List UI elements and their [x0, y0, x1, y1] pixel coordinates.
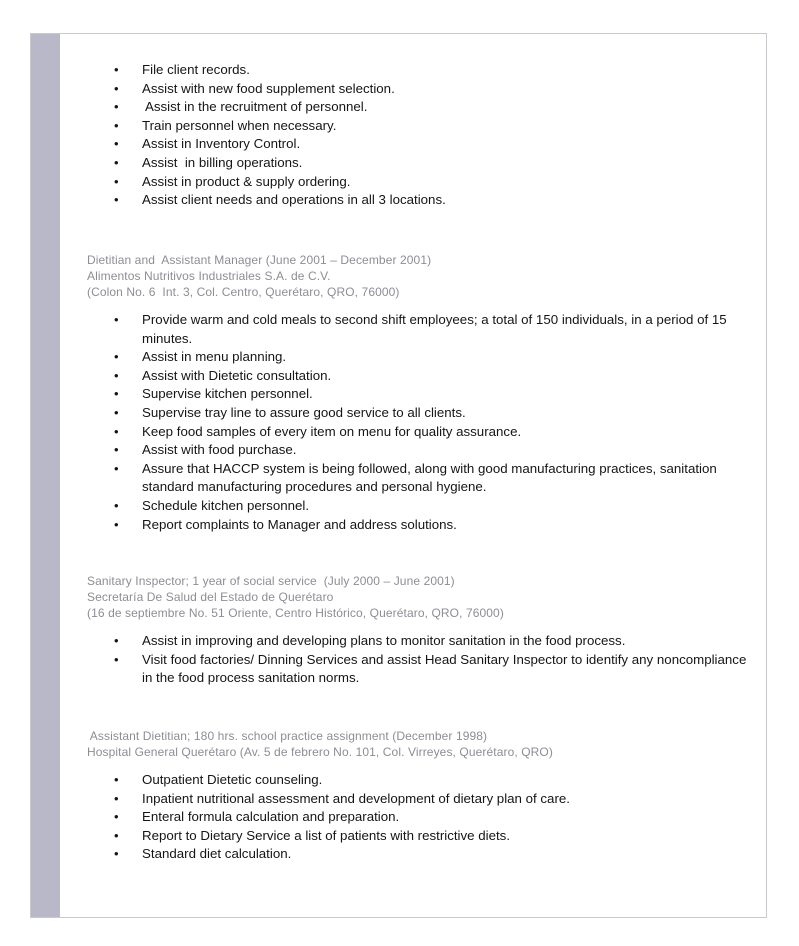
duty-item: • File client records. — [87, 61, 750, 80]
duty-item: • Supervise kitchen personnel. — [87, 385, 750, 404]
job-title: Dietitian and Assistant Manager (June 2001 – December 2001) — [87, 253, 432, 267]
duty-item: • Assist in improving and developing plans to monitor sanitation in the food process. — [87, 632, 750, 651]
duty-item: • Supervise tray line to assure good service to all clients. — [87, 404, 750, 423]
duty-list — [87, 771, 750, 864]
duty-item: • Outpatient Dietetic counseling. — [87, 771, 750, 790]
duty-item: • Standard diet calculation. — [87, 845, 750, 864]
duty-item: • Enteral formula calculation and preparation. — [87, 808, 750, 827]
job-employer: Secretaría De Salud del Estado de Querétaro — [87, 590, 334, 604]
job-section-continued — [87, 61, 750, 210]
duty-item: • Assure that HACCP system is being followed, along with good manufacturing practices, sanitation standard manufacturing procedures and personal hygiene. — [87, 460, 750, 497]
duty-list — [87, 632, 750, 688]
duty-item: • Keep food samples of every item on menu for quality assurance. — [87, 423, 750, 442]
duty-item: • Assist in the recruitment of personnel. — [87, 98, 750, 117]
duty-list — [87, 311, 750, 534]
duty-item: • Assist with Dietetic consultation. — [87, 367, 750, 386]
duty-item: • Train personnel when necessary. — [87, 117, 750, 136]
job-section-sanitary-inspector — [87, 573, 750, 688]
page-margin-bar — [31, 34, 60, 917]
job-header — [87, 252, 750, 300]
duty-item: • Assist with new food supplement selection. — [87, 80, 750, 99]
duty-item: • Assist in billing operations. — [87, 154, 750, 173]
job-employer: Hospital General Querétaro (Av. 5 de febrero No. 101, Col. Virreyes, Querétaro, QRO) — [87, 745, 553, 759]
job-header — [87, 728, 750, 760]
duty-item: • Provide warm and cold meals to second shift employees; a total of 150 individuals, in a period of 15 minutes. — [87, 311, 750, 348]
duty-item: • Assist client needs and operations in all 3 locations. — [87, 191, 750, 210]
duty-item: • Assist in Inventory Control. — [87, 135, 750, 154]
duty-item: • Report complaints to Manager and address solutions. — [87, 516, 750, 535]
duty-item: • Assist in menu planning. — [87, 348, 750, 367]
job-title: Assistant Dietitian; 180 hrs. school practice assignment (December 1998) — [87, 729, 488, 743]
job-address: (16 de septiembre No. 51 Oriente, Centro Histórico, Querétaro, QRO, 76000) — [87, 606, 504, 620]
duty-item: • Schedule kitchen personnel. — [87, 497, 750, 516]
duty-item: • Assist with food purchase. — [87, 441, 750, 460]
duty-item: • Inpatient nutritional assessment and development of dietary plan of care. — [87, 790, 750, 809]
duty-item: • Visit food factories/ Dinning Services and assist Head Sanitary Inspector to identify any noncompliance in the food process sanitation norms. — [87, 651, 750, 688]
job-section-dietitian-assistant-manager — [87, 252, 750, 534]
duty-item: • Assist in product & supply ordering. — [87, 173, 750, 192]
duty-list — [87, 61, 750, 210]
duty-item: • Report to Dietary Service a list of patients with restrictive diets. — [87, 827, 750, 846]
job-title: Sanitary Inspector; 1 year of social service (July 2000 – June 2001) — [87, 574, 455, 588]
job-employer: Alimentos Nutritivos Industriales S.A. de C.V. — [87, 269, 331, 283]
job-header — [87, 573, 750, 621]
job-section-assistant-dietitian — [87, 728, 750, 864]
resume-page — [30, 33, 767, 918]
job-address: (Colon No. 6 Int. 3, Col. Centro, Querétaro, QRO, 76000) — [87, 285, 400, 299]
